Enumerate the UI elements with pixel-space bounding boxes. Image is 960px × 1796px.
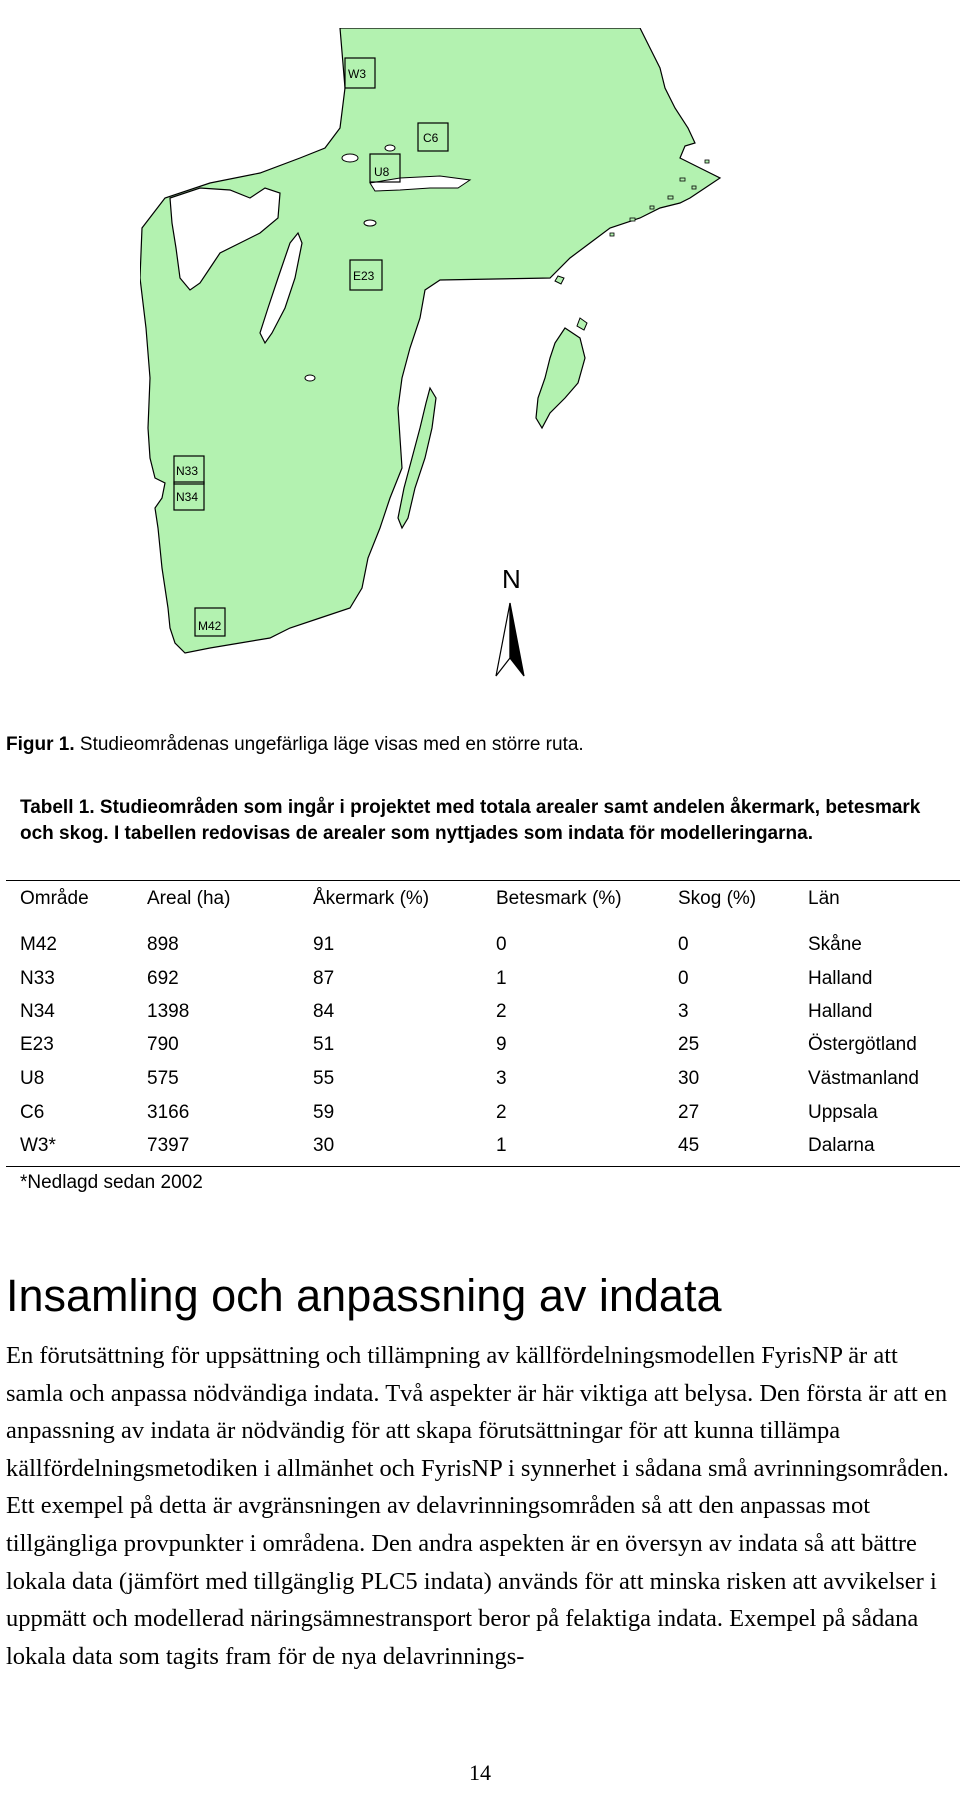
mainland-land [140, 28, 720, 653]
cell-betesmark: 0 [496, 934, 507, 955]
cell-betesmark: 1 [496, 1135, 507, 1156]
cell-omrade: N33 [20, 968, 55, 989]
cell-betesmark: 2 [496, 1102, 507, 1123]
area-label-m42: M42 [198, 619, 222, 633]
cell-akermark: 30 [313, 1135, 335, 1156]
cell-omrade: M42 [20, 934, 57, 955]
cell-areal: 3166 [147, 1102, 190, 1123]
area-label-w3: W3 [348, 67, 366, 81]
header-omrade: Område [20, 888, 89, 909]
area-label-u8: U8 [374, 165, 390, 179]
cell-omrade: C6 [20, 1102, 45, 1123]
cell-omrade: U8 [20, 1068, 45, 1089]
cell-skog: 0 [678, 968, 689, 989]
island-oland [398, 388, 436, 528]
header-skog: Skog (%) [678, 888, 757, 909]
cell-betesmark: 2 [496, 1001, 507, 1022]
cell-areal: 790 [147, 1034, 179, 1055]
header-lan: Län [808, 888, 840, 909]
table-top-rule [6, 880, 960, 881]
small-lake [342, 154, 358, 162]
cell-skog: 25 [678, 1034, 700, 1055]
small-lake [364, 220, 376, 226]
header-akermark: Åkermark (%) [313, 888, 430, 909]
area-label-c6: C6 [423, 131, 439, 145]
cell-areal: 575 [147, 1068, 179, 1089]
cell-lan: Östergötland [808, 1034, 917, 1055]
table-row [0, 1135, 960, 1165]
cell-areal: 692 [147, 968, 179, 989]
table-row [0, 1102, 960, 1132]
cell-skog: 0 [678, 934, 689, 955]
cell-akermark: 55 [313, 1068, 335, 1089]
small-lake [305, 375, 315, 381]
north-label: N [502, 564, 521, 594]
cell-lan: Uppsala [808, 1102, 878, 1123]
cell-betesmark: 3 [496, 1068, 507, 1089]
table-header-row [0, 888, 960, 918]
area-label-e23: E23 [353, 269, 375, 283]
cell-omrade: E23 [20, 1034, 54, 1055]
cell-lan: Halland [808, 1001, 873, 1022]
table-row [0, 934, 960, 964]
cell-lan: Halland [808, 968, 873, 989]
cell-akermark: 91 [313, 934, 335, 955]
island-faro [577, 318, 587, 330]
cell-akermark: 59 [313, 1102, 335, 1123]
cell-skog: 30 [678, 1068, 700, 1089]
cell-betesmark: 9 [496, 1034, 507, 1055]
cell-lan: Dalarna [808, 1135, 875, 1156]
cell-akermark: 51 [313, 1034, 335, 1055]
cell-skog: 3 [678, 1001, 689, 1022]
cell-lan: Västmanland [808, 1068, 919, 1089]
table-row [0, 1001, 960, 1031]
table-bottom-rule [6, 1166, 960, 1167]
page-number: 14 [469, 1760, 491, 1785]
figure-caption [6, 734, 584, 756]
figure-caption-label: Figur 1. [6, 734, 75, 755]
cell-areal: 1398 [147, 1001, 190, 1022]
cell-areal: 898 [147, 934, 179, 955]
area-label-n34: N34 [176, 490, 199, 504]
cell-akermark: 87 [313, 968, 335, 989]
table-row [0, 1068, 960, 1098]
cell-skog: 27 [678, 1102, 700, 1123]
study-area-map [140, 28, 820, 718]
island-gotska-sandon [555, 276, 564, 284]
island-gotland [536, 328, 585, 428]
table-footnote: *Nedlagd sedan 2002 [20, 1172, 203, 1193]
area-label-n33: N33 [176, 464, 199, 478]
section-heading: Insamling och anpassning av indata [6, 1270, 722, 1321]
table-row [0, 1034, 960, 1064]
cell-omrade: W3* [20, 1135, 56, 1156]
cell-skog: 45 [678, 1135, 700, 1156]
cell-akermark: 84 [313, 1001, 335, 1022]
north-arrow-icon [496, 564, 524, 676]
table-caption: Tabell 1. Studieområden som ingår i projektet med totala arealer samt andelen åkermark, betesmark och skog. I tabellen redovisas de arealer som nyttjades som indata för modelleringarna. [20, 797, 921, 844]
cell-omrade: N34 [20, 1001, 55, 1022]
cell-lan: Skåne [808, 934, 862, 955]
cell-betesmark: 1 [496, 968, 507, 989]
body-paragraph: En förutsättning för uppsättning och tillämpning av källfördelningsmodellen FyrisNP är att samla och anpassa nödvändiga indata. Två aspekter är här viktiga att belysa. Den första är att en anpassning av indata är nödvändig för att skapa förutsättningar för att kunna tillämpa källfördelningsmetodiken i allmänhet och FyrisNP i synnerhet i sådana små avrinningsområden. Ett exempel på detta är avgränsningen av delavrinningsområden så att den anpassas mot tillgängliga provpunkter i områdena. Den andra aspekten är en översyn av indata så att bättre lokala data (jämfört med tillgänglig PLC5 indata) används för att minska risken att avvikelser i uppmätt och modellerad näringsämnestransport beror på felaktiga indata. Exempel på sådana lokala data som tagits fram för de nya delavrinnings- [6, 1342, 949, 1670]
header-betesmark: Betesmark (%) [496, 888, 622, 909]
small-lake [385, 145, 395, 151]
header-areal: Areal (ha) [147, 888, 231, 909]
figure-caption-text: Studieområdenas ungefärliga läge visas med en större ruta. [74, 734, 584, 755]
table-row [0, 968, 960, 998]
cell-areal: 7397 [147, 1135, 190, 1156]
